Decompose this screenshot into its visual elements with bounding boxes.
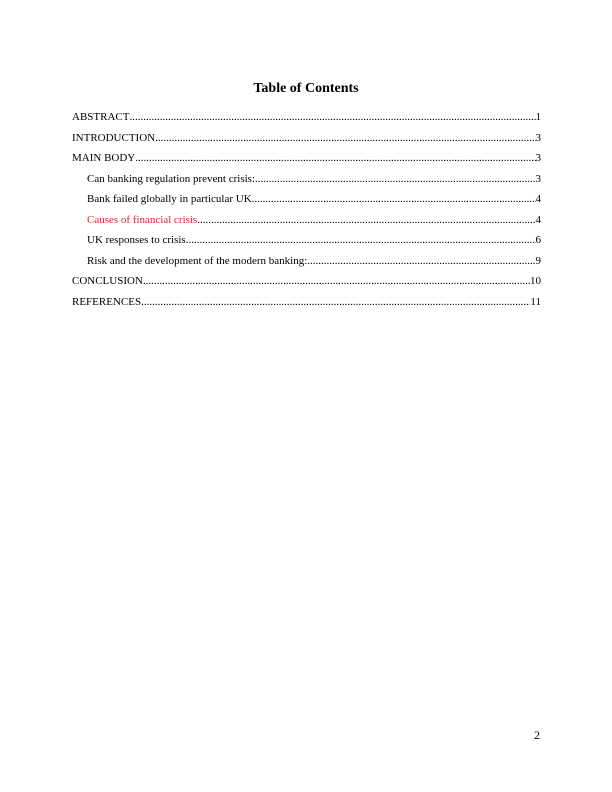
toc-entry-label: ABSTRACT xyxy=(72,111,130,123)
toc-entry-label: Bank failed globally in particular UK xyxy=(87,193,252,205)
leader-dots xyxy=(135,151,535,165)
toc-entry-abstract[interactable] xyxy=(72,110,541,131)
toc-entry-label: REFERENCES xyxy=(72,295,142,308)
toc-entry-label: MAIN BODY xyxy=(72,152,136,164)
toc-entry-banking-regulation[interactable] xyxy=(72,172,541,193)
toc-entry-label: Can banking regulation prevent crisis: xyxy=(87,172,256,185)
toc-entry-page: 3 xyxy=(535,172,541,185)
leader-dots xyxy=(197,213,535,227)
toc-entry-page: 9 xyxy=(535,254,541,267)
toc-entry-page: 4 xyxy=(535,193,541,205)
leader-dots xyxy=(155,131,535,145)
leader-dots xyxy=(129,110,535,124)
toc-entry-page: 1 xyxy=(535,111,541,123)
toc-entry-causes-financial-crisis[interactable] xyxy=(72,213,541,234)
toc-entry-conclusion[interactable] xyxy=(72,274,541,295)
leader-dots xyxy=(186,233,536,247)
toc-entry-bank-failed[interactable] xyxy=(72,192,541,213)
toc-entry-references[interactable] xyxy=(72,295,541,316)
toc-entry-label: INTRODUCTION xyxy=(72,131,156,144)
toc-entry-label: CONCLUSION xyxy=(72,275,143,287)
toc-entry-label: Risk and the development of the modern banking: xyxy=(87,254,308,267)
page-title: Table of Contents xyxy=(253,81,359,96)
toc-entry-uk-responses[interactable] xyxy=(72,233,541,254)
leader-dots xyxy=(143,274,530,288)
toc-entry-main-body[interactable] xyxy=(72,151,541,172)
leader-dots xyxy=(255,172,535,186)
toc-entry-page: 4 xyxy=(535,213,541,226)
toc-entry-page: 10 xyxy=(530,275,541,287)
toc-entry-page: 3 xyxy=(535,131,541,144)
leader-dots xyxy=(307,254,535,268)
leader-dots xyxy=(252,192,536,206)
toc-entry-page: 11 xyxy=(530,295,541,308)
toc-entry-label: UK responses to crisis xyxy=(87,234,186,246)
toc-entry-page: 6 xyxy=(535,234,541,246)
toc-entry-page: 3 xyxy=(535,152,541,164)
table-of-contents xyxy=(72,110,541,315)
toc-entry-introduction[interactable] xyxy=(72,131,541,152)
leader-dots xyxy=(141,295,530,309)
toc-entry-risk-modern-banking[interactable] xyxy=(72,254,541,275)
toc-entry-label: Causes of financial crisis xyxy=(87,213,198,226)
page-number: 2 xyxy=(534,728,540,742)
